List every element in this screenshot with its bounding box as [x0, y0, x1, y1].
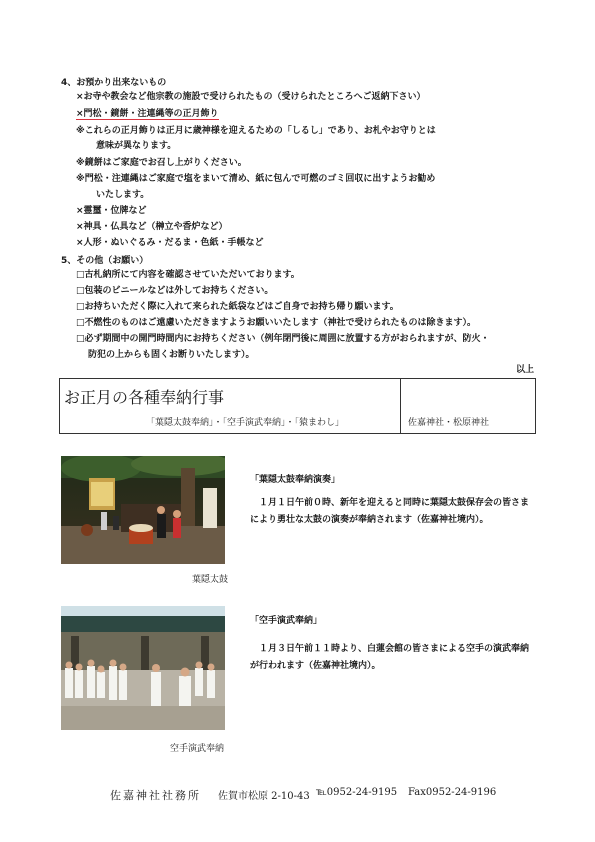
karate-caption: 空手演武奉納	[170, 744, 225, 754]
section-5-heading: 5、その他（お願い）	[61, 256, 149, 266]
closing-mark: 以上	[516, 365, 535, 375]
taiko-photo	[61, 456, 225, 564]
section-5-item: □不燃性のものはご遠慮いただきますようお願いいたします（神社で受けられたものは除きます）。	[76, 318, 477, 328]
section-4-note-cont: いたします。	[96, 190, 150, 200]
events-title-box	[59, 378, 536, 434]
karate-photo	[61, 606, 225, 730]
highlighted-item: ×門松・鏡餅・注連縄等の正月飾り	[76, 109, 219, 119]
taiko-event-body: １月１日午前０時、新年を迎えると同時に葉隠太鼓保存会の皆さまにより勇壮な太鼓の演奏が奉納されます（佐嘉神社境内）。	[250, 498, 530, 525]
section-5-item: □必ず期間中の開門時間内にお持ちください（例年閉門後に周囲に放置する方がおられますが、防火・	[76, 334, 490, 344]
office-fax: Fax0952-24-9196	[408, 787, 497, 798]
office-tel: ℡0952-24-9195	[316, 787, 398, 798]
box-divider	[400, 379, 401, 433]
shrine-names: 佐嘉神社・松原神社	[408, 418, 490, 428]
section-5-item: □お持ちいただく際に入れて来られた紙袋などはご自身でお持ち帰り願います。	[76, 302, 399, 312]
office-name: 佐嘉神社社務所	[110, 789, 201, 802]
karate-event-title: 「空手演武奉納」	[250, 616, 323, 626]
section-4-item: ×お寺や教会など他宗教の施設で受けられたもの（受けられたところへご返納下さい）	[76, 92, 426, 102]
section-4-item: ×霊璽・位牌など	[76, 206, 147, 216]
section-4-heading: 4、お預かり出来ないもの	[61, 78, 167, 88]
section-4-note: ※門松・注連縄はご家庭で塩をまいて清め、紙に包んで可燃のゴミ回収に出すようお勧め	[76, 174, 436, 184]
section-5-item: □古札納所にて内容を確認させていただいております。	[76, 270, 300, 280]
events-subtitle: 「葉隠太鼓奉納」・「空手演武奉納」・「猿まわし」	[146, 418, 345, 428]
section-4-note: ※これらの正月飾りは正月に歳神様を迎えるための「しるし」であり、お札やお守りとは	[76, 126, 436, 136]
section-5-item: □包装のビニールなどは外してお持ちください。	[76, 286, 274, 296]
section-4-item: ×人形・ぬいぐるみ・だるま・色紙・手帳など	[76, 238, 264, 248]
section-4-note-cont: 意味が異なります。	[96, 141, 177, 151]
section-4-item: ×神具・仏具など（榊立や香炉など）	[76, 222, 228, 232]
taiko-event-title: 「葉隠太鼓奉納演奏」	[250, 475, 341, 485]
section-4-item	[76, 108, 219, 120]
taiko-caption: 葉隠太鼓	[192, 575, 229, 585]
section-5-item-cont: 防犯の上からも固くお断りいたします）。	[88, 350, 255, 360]
office-address: 佐賀市松原 2-10-43	[218, 791, 310, 802]
events-title: お正月の各種奉納行事	[64, 388, 225, 407]
karate-event-body: １月３日午前１１時より、白蓮会館の皆さまによる空手の演武奉納が行われます（佐嘉神社境内）。	[250, 644, 530, 671]
section-4-note: ※鏡餅はご家庭でお召し上がりください。	[76, 158, 247, 168]
